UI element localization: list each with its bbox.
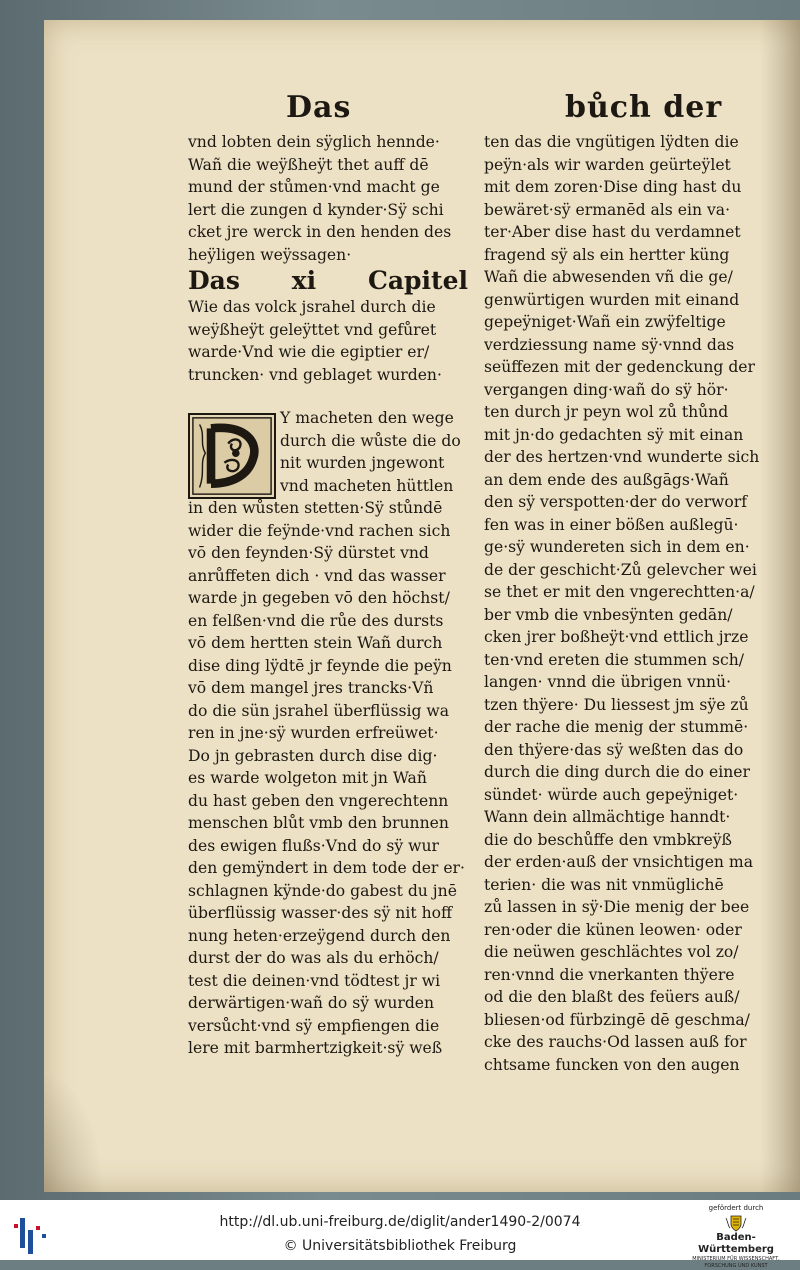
text-line: vergangen ding·wañ do sÿ hör· — [484, 380, 729, 399]
text-line: der erden·auß der vnsichtigen ma — [484, 853, 754, 871]
text-line: menschen blůt vmb den brunnen — [188, 814, 449, 832]
text-line: nit wurden jngewont — [280, 454, 445, 472]
text-line: den gemÿndert in dem tode der er· — [188, 859, 465, 877]
text-line: der rache die menig der stummē· — [484, 718, 749, 736]
text-line: den sÿ verspotten·der do verworf — [484, 493, 748, 511]
text-line: lere mit barmhertzigkeit·sÿ weß — [188, 1039, 443, 1057]
text-line: de der geschicht·Zů gelevcher wei — [484, 560, 757, 579]
text-line: fragend sÿ als ein hertter küng — [484, 245, 730, 264]
running-head-right: bůch der — [565, 90, 723, 125]
text-line: bliesen·od fürbzingē dē geschma/ — [484, 1010, 750, 1029]
text-line: ge·sÿ wundereten sich in dem en· — [484, 538, 750, 556]
text-line: do die sün jsrahel überflüssig wa — [188, 701, 450, 720]
text-line: des ewigen flußs·Vnd do sÿ wur — [188, 836, 439, 855]
sponsor-note: gefördert durch — [708, 1204, 764, 1212]
text-line: die neüwen geschlächtes vol zo/ — [484, 943, 739, 961]
text-line: seüffezen mit der gedenckung der — [484, 358, 755, 376]
text-line: se thet er mit den vngerechtten·a/ — [484, 583, 755, 601]
decorated-initial-icon — [188, 413, 276, 499]
text-line: fen was in einer bößen außlegū· — [484, 515, 739, 534]
text-line: ten durch jr peyn wol zů thůnd — [484, 403, 729, 421]
text-line: od die den blaßt des feüers auß/ — [484, 988, 740, 1006]
text-line: cket jre werck in den henden des — [188, 223, 452, 241]
text-line: ren·vnnd die vnerkanten thÿere — [484, 965, 735, 984]
viewer-footer — [0, 1200, 800, 1269]
text-line: nung heten·erzeÿgend durch den — [188, 926, 451, 945]
chapter-summary-line: Wie das volck jsrahel durch die — [188, 298, 436, 316]
text-line: es warde wolgeton mit jn Wañ — [188, 769, 427, 787]
text-line: den thÿere·das sÿ weßten das do — [484, 740, 744, 759]
text-line: durch die wůste die do — [280, 431, 461, 450]
left-text-column — [188, 131, 470, 1060]
sponsor-block — [684, 1204, 788, 1270]
text-line: ten das die vngütigen lÿdten die — [484, 133, 739, 151]
chapter-summary-line: truncken· vnd geblaget wurden· — [188, 365, 442, 384]
text-line: durch die ding durch die do einer — [484, 763, 750, 781]
sponsor-name: Baden-Württemberg — [698, 1232, 774, 1255]
text-line: durst der do was als du erhöch/ — [188, 949, 439, 967]
text-line: der des hertzen·vnd wunderte sich — [484, 448, 760, 466]
text-line: vnd macheten hüttlen — [280, 476, 454, 495]
text-line: mund der stůmen·vnd macht ge — [188, 178, 440, 196]
text-line: Wañ die abwesenden vñ die ge/ — [484, 268, 733, 286]
text-line: cke des rauchs·Od lassen auß for — [484, 1033, 747, 1051]
text-line: lert die zungen d kynder·Sÿ schi — [188, 200, 444, 219]
text-line: dise ding lÿdtē jr feynde die peÿn — [188, 656, 452, 675]
text-line: mit dem zoren·Dise ding hast du — [484, 178, 742, 196]
text-line: anrůffeten dich · vnd das wasser — [188, 566, 446, 585]
text-line: bewäret·sÿ ermanēd als ein va· — [484, 200, 731, 219]
chapter-heading-word: Capitel — [367, 266, 468, 295]
text-line: vnd lobten dein sÿglich hennde· — [188, 133, 440, 151]
text-line: test die deinen·vnd tödtest jr wi — [188, 971, 441, 990]
text-line: ter·Aber dise hast du verdamnet — [484, 223, 741, 241]
sponsor-ministry: MINISTERIUM FÜR WISSENSCHAFT, FORSCHUNG UND KUNST — [692, 1256, 780, 1269]
initial-block — [188, 407, 470, 497]
text-line: überflüssig wasser·des sÿ nit hoff — [188, 904, 453, 922]
text-line: en felßen·vnd die růe des dursts — [188, 611, 444, 630]
text-line: genwürtigen wurden mit einand — [484, 290, 740, 309]
chapter-number: xi — [291, 266, 317, 295]
text-line: cken jrer boßheÿt·vnd ettlich jrze — [484, 628, 749, 646]
text-line: chtsame funcken von den augen — [484, 1055, 740, 1074]
text-line: ten·vnd ereten die stummen sch/ — [484, 650, 744, 669]
document-url[interactable]: http://dl.ub.uni-freiburg.de/diglit/ander1490-2/0074 — [219, 1214, 581, 1230]
text-line: langen· vnnd die übrigen vnnü· — [484, 673, 732, 691]
text-line: Y macheten den wege — [280, 409, 454, 427]
text-line: vō den feynden·Sÿ dürstet vnd — [188, 544, 429, 562]
chapter-heading — [188, 266, 468, 296]
text-line: versůcht·vnd sÿ empfiengen die — [188, 1016, 440, 1035]
text-line: peÿn·als wir warden geürteÿlet — [484, 155, 731, 174]
running-head-left: Das — [286, 90, 352, 125]
text-line: ren·oder die künen leowen· oder — [484, 920, 742, 939]
text-line: gepeÿniget·Wañ ein zwÿfeltige — [484, 313, 726, 331]
text-line: Do jn gebrasten durch dise dig· — [188, 746, 438, 765]
text-line: ren in jne·sÿ wurden erfreüwet· — [188, 724, 439, 742]
text-line: die do beschůffe den vmbkreÿß — [484, 830, 732, 849]
state-crest-icon — [725, 1214, 747, 1232]
chapter-heading-word: Das — [188, 266, 240, 295]
text-line: zů lassen in sÿ·Die menig der bee — [484, 898, 750, 916]
paragraph-gap — [188, 386, 470, 407]
text-line: sündet· würde auch gepeÿniget· — [484, 785, 739, 804]
text-line: verdziessung name sÿ·vnnd das — [484, 335, 735, 354]
right-text-column — [484, 131, 768, 1076]
copyright-text: © Universitätsbibliothek Freiburg — [283, 1238, 517, 1254]
text-line: Wann dein allmächtige hanndt· — [484, 808, 731, 826]
text-line: wider die feÿnde·vnd rachen sich — [188, 521, 451, 540]
text-line: du hast geben den vngerechtenn — [188, 791, 449, 810]
text-line: mit jn·do gedachten sÿ mit einan — [484, 425, 744, 444]
chapter-summary-line: warde·Vnd wie die egiptier er/ — [188, 343, 430, 361]
text-line: an dem ende des außgāgs·Wañ — [484, 470, 729, 489]
text-line: heÿligen weÿssagen· — [188, 245, 352, 264]
text-line: schlagnen kÿnde·do gabest du jnē — [188, 881, 457, 900]
text-line: vō dem hertten stein Wañ durch — [188, 634, 443, 652]
text-line: Wañ die weÿßheÿt thet auff dē — [188, 155, 429, 174]
text-line: derwärtigen·wañ do sÿ wurden — [188, 994, 435, 1012]
text-line: terien· die was nit vnmüglichē — [484, 875, 724, 894]
text-line: vō dem mangel jres trancks·Vñ — [188, 679, 434, 697]
text-line: ber vmb die vnbesÿnten gedān/ — [484, 605, 733, 624]
text-line: warde jn gegeben vō den höchst/ — [188, 589, 450, 607]
text-line: tzen thÿere· Du liessest jm sÿe zů — [484, 695, 749, 714]
text-line: in den wůsten stetten·Sÿ stůndē — [188, 499, 443, 517]
chapter-summary-line: weÿßheÿt geleÿttet vnd gefůret — [188, 320, 437, 339]
